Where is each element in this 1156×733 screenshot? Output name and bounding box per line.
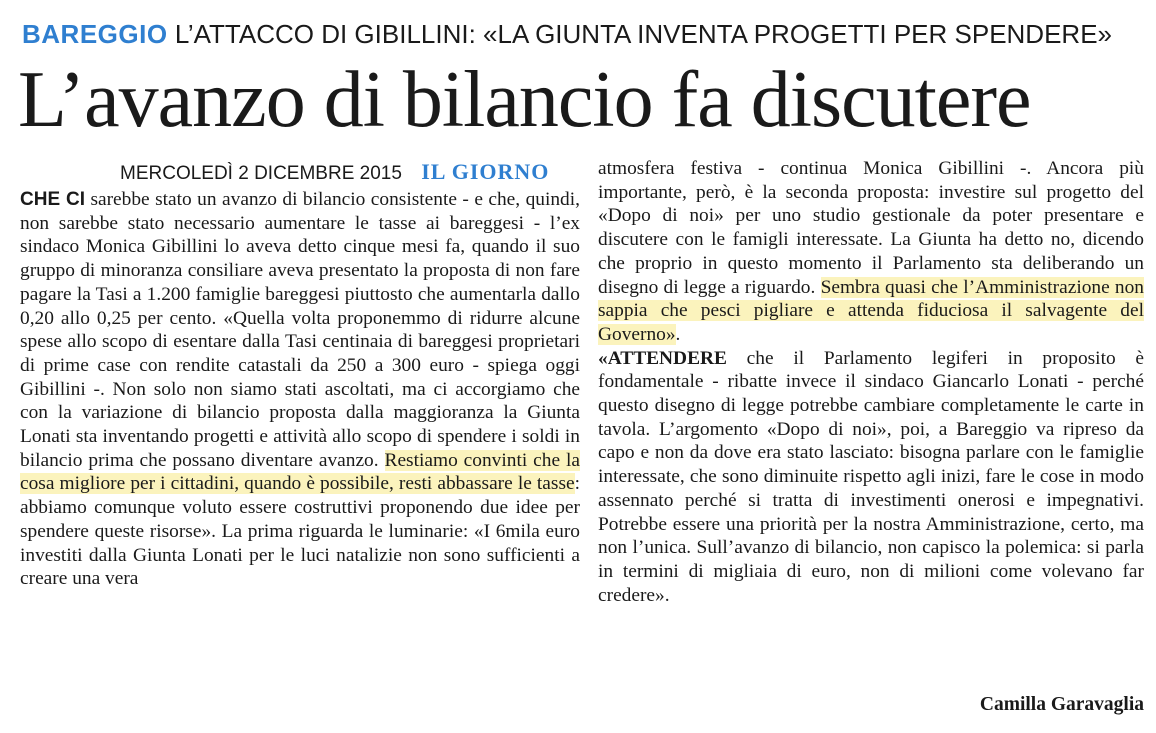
- article-column-1: [20, 188, 580, 591]
- newspaper-name: IL GIORNO: [421, 159, 550, 184]
- highlighted-quote: Sembra quasi che l’Amministrazione non sappia che pesci pigliare e attenda fiduciosa il salvagente del Governo»: [598, 276, 1144, 345]
- dateline: [120, 158, 580, 186]
- article-column-2: [598, 157, 1144, 607]
- date: MERCOLEDÌ 2 DICEMBRE 2015: [120, 163, 402, 184]
- headline: L’avanzo di bilancio fa discutere: [18, 56, 1031, 144]
- highlighted-quote: Restiamo convinti che la cosa migliore per i cittadini, quando è possibile, resti abbassare le tasse: [20, 449, 580, 495]
- lead-in: CHE CI: [20, 189, 85, 210]
- body-text: che il Parlamento legiferi in proposito è fondamentale - ribatte invece il sindaco Giancarlo Lonati - perché questo disegno di legge potrebbe cambiare completamente le carte in tavola. L’argomento «Dopo di noi», poi, a Bareggio va ripreso da capo e non da dove era stato lasciato: bisogna parlare con le famiglie interessate, che sono diminuite rispetto agli inizi, fare le cose in modo assennato perché si tratta di investimenti onerosi e impegnativi. Potrebbe essere una priorità per la nostra Amministrazione, certo, ma non l’unica. Sull’avanzo di bilancio, non capisco la polemica: si parla in termini di migliaia di euro, non di milioni come volevano far credere».: [598, 347, 1144, 606]
- paragraph-2: [598, 347, 1144, 608]
- lead-in: «ATTENDERE: [598, 347, 727, 369]
- kicker-text: L’ATTACCO DI GIBILLINI: «LA GIUNTA INVENTA PROGETTI PER SPENDERE»: [174, 19, 1113, 49]
- body-text: .: [675, 323, 681, 345]
- paragraph-1-continued: [598, 157, 1144, 347]
- body-text: sarebbe stato un avanzo di bilancio consistente - e che, quindi, non sarebbe stato necessario aumentare le tasse ai bareggesi - l’ex sindaco Monica Gibillini lo aveva detto cinque mesi fa, quando il suo gruppo di minoranza consiliare aveva presentato la proposta di non fare pagare la Tasi a 1.200 famiglie bareggesi piuttosto che aumentarla dallo 0,20 allo 0,25 per cento. «Quella volta proponemmo di ridurre alcune spese allo scopo di esentare dalla Tasi centinaia di bareggesi proprietari di prime case con rendite catastali da 250 a 300 euro - spiega oggi Gibillini -. Non solo non siamo stati ascoltati, ma ci accorgiamo che con la variazione di bilancio proposta dalla maggioranza la Giunta Lonati sta inventando progetti e attività allo scopo di spendere i soldi in bilancio prima che possano diventare avanzo.: [20, 189, 580, 471]
- kicker-location: BAREGGIO: [22, 19, 168, 49]
- body-text: : abbiamo comunque voluto essere costruttivi proponendo due idee per spendere queste risorse». La prima riguarda le luminarie: «I 6mila euro investiti dalla Giunta Lonati per le luci natalizie non sono sufficienti a creare una vera: [20, 473, 580, 590]
- byline: Camilla Garavaglia: [979, 694, 1144, 715]
- paragraph-1: [20, 188, 580, 591]
- body-text: atmosfera festiva - continua Monica Gibillini -. Ancora più importante, però, è la seconda proposta: investire sul progetto del «Dopo di noi» per uno studio gestionale da poter presentare e discutere con le famigli interessate. La Giunta ha detto no, dicendo che proprio in questo momento il Parlamento sta deliberando un disegno di legge a riguardo.: [598, 158, 1144, 298]
- kicker: [22, 14, 1142, 54]
